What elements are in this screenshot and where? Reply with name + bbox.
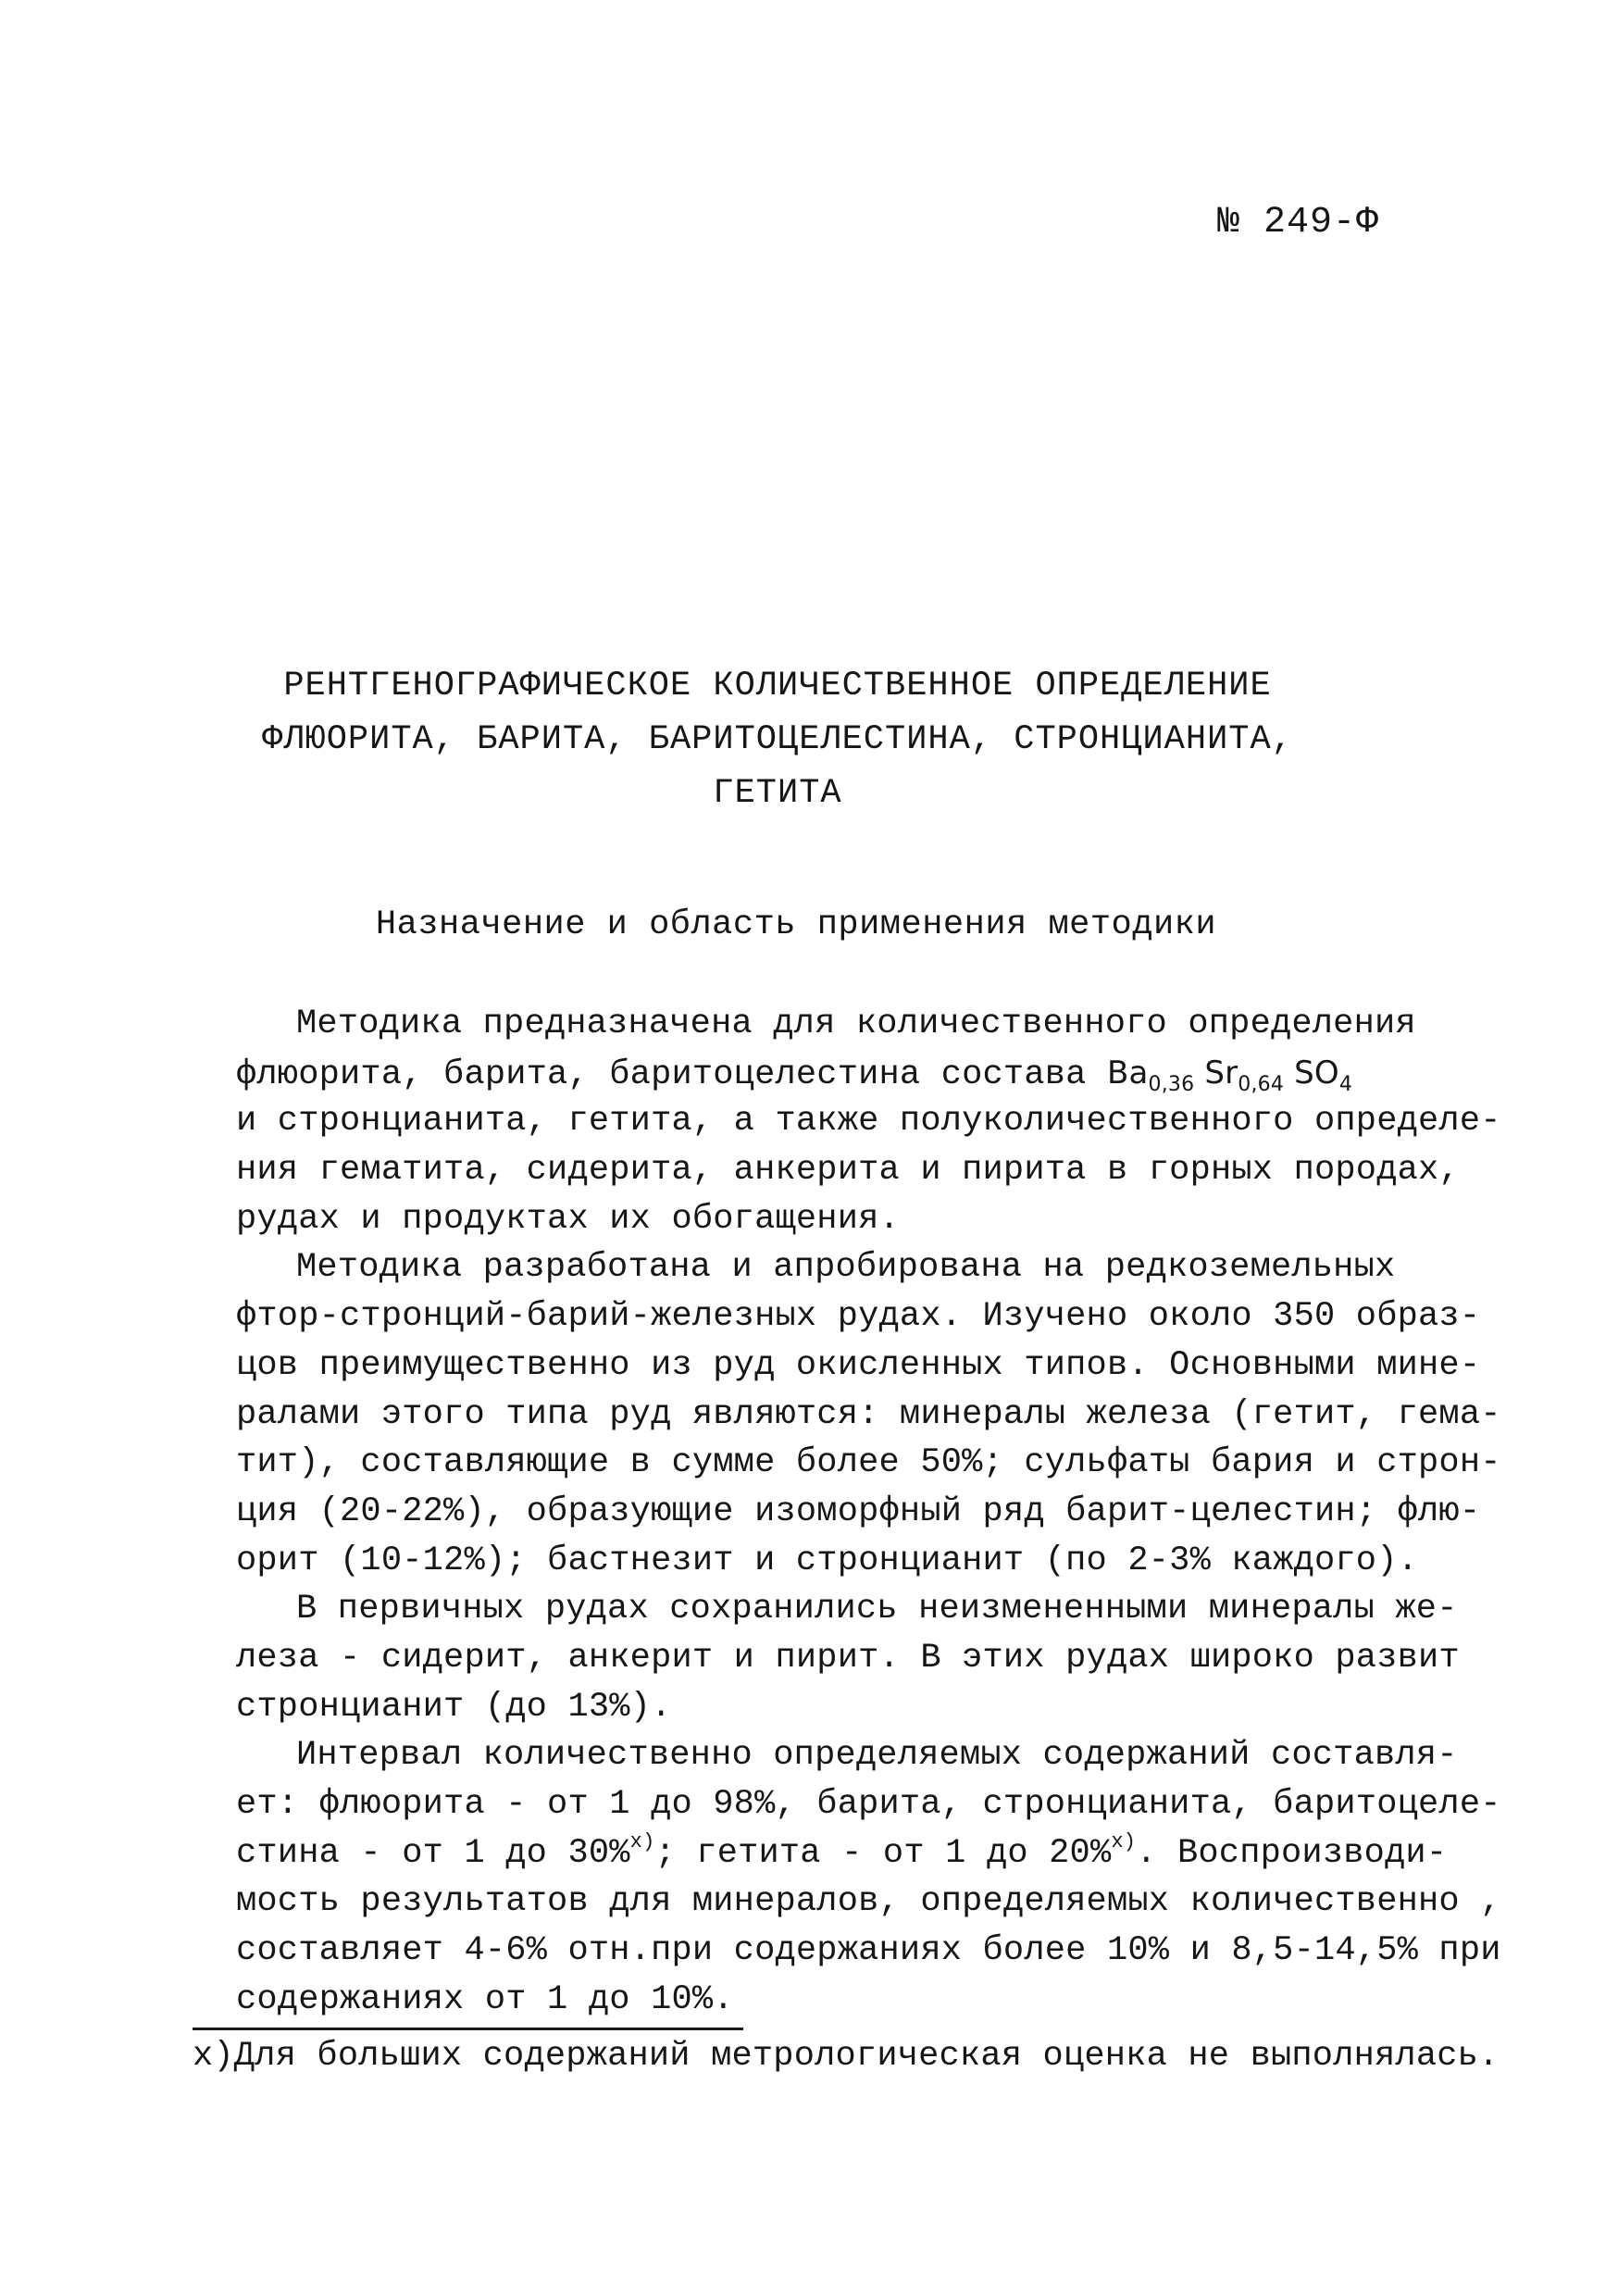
title-line: ГЕТИТА <box>713 774 842 813</box>
section-heading: Назначение и область применения методики <box>375 905 1217 944</box>
text-line: мость результатов для минералов, определяемых количественно , <box>236 1882 1501 1922</box>
text-line: Методика предназначена для количественного определения <box>296 1004 1416 1043</box>
title-line: ФЛЮОРИТА, БАРИТА, БАРИТОЦЕЛЕСТИНА, СТРОНЦИАНИТА, <box>262 720 1293 759</box>
text-line: В первичных рудах сохранились неизмененными минералы же- <box>296 1590 1458 1629</box>
text-line: ралами этого типа руд являются: минералы железа (гетит, гема- <box>236 1394 1501 1434</box>
text-line: орит (10-12%); бастнезит и стронцианит (по 2-3% каждого). <box>236 1541 1419 1580</box>
text-line: рудах и продуктах их обогащения. <box>236 1199 900 1239</box>
text-line: ция (20-22%), образующие изоморфный ряд барит-целестин; флю- <box>236 1491 1481 1531</box>
text-segment: флюорита, барита, баритоцелестина состава <box>236 1054 1107 1094</box>
text-line: и стронцианита, гетита, а также полуколичественного определе- <box>236 1102 1501 1142</box>
text-segment: ; гетита - от 1 до 20% <box>654 1833 1112 1873</box>
formula-subscript: 4 <box>1338 1072 1353 1096</box>
text-segment: . Воспроизводи- <box>1136 1833 1448 1873</box>
text-line: леза - сидерит, анкерит и пирит. В этих рудах широко развит <box>236 1638 1460 1678</box>
text-segment: стина - от 1 до 30% <box>236 1833 630 1873</box>
title-line: РЕНТГЕНОГРАФИЧЕСКОЕ КОЛИЧЕСТВЕННОЕ ОПРЕДЕЛЕНИЕ <box>283 667 1272 705</box>
text-line: фтор-стронций-барий-железных рудах. Изучено около 350 образ- <box>236 1297 1481 1337</box>
document-title <box>231 659 1324 820</box>
text-line-with-footnote-refs <box>236 1829 1448 1878</box>
formula-element: Sr <box>1194 1054 1238 1092</box>
formula-subscript: 0,36 <box>1148 1072 1195 1096</box>
footnote: х)Для больших содержаний метрологическая оценка не выполнялась. <box>193 2037 1500 2076</box>
text-line: ния гематита, сидерита, анкерита и пирита в горных породах, <box>236 1151 1460 1191</box>
text-line: Интервал количественно определяемых содержаний составля- <box>296 1736 1458 1776</box>
chemical-formula <box>1106 1054 1353 1096</box>
text-line: составляет 4-6% отн.при содержаниях более 10% и 8,5-14,5% при <box>236 1931 1501 1971</box>
text-line: Методика разработана и апробирована на редкоземельных <box>296 1248 1396 1288</box>
footnote-divider <box>193 2028 743 2030</box>
footnote-ref: х) <box>1111 1829 1137 1853</box>
formula-subscript: 0,64 <box>1238 1072 1285 1096</box>
text-line: ет: флюорита - от 1 до 98%, барита, стронцианита, баритоцеле- <box>236 1785 1501 1824</box>
formula-element: Ba <box>1106 1054 1149 1092</box>
document-number: № 249-Ф <box>1216 202 1379 243</box>
formula-element: SO <box>1284 1054 1339 1092</box>
body-text <box>236 1000 1501 2024</box>
text-line: цов преимущественно из руд окисленных типов. Основными мине- <box>236 1345 1481 1385</box>
text-line: стронцианит (до 13%). <box>236 1687 672 1727</box>
footnote-ref: х) <box>629 1829 655 1853</box>
text-line: тит), составляющие в сумме более 50%; сульфаты бария и строн- <box>236 1443 1501 1483</box>
text-line: содержаниях от 1 до 10%. <box>236 1979 734 2019</box>
text-line-with-formula <box>236 1049 1388 1098</box>
